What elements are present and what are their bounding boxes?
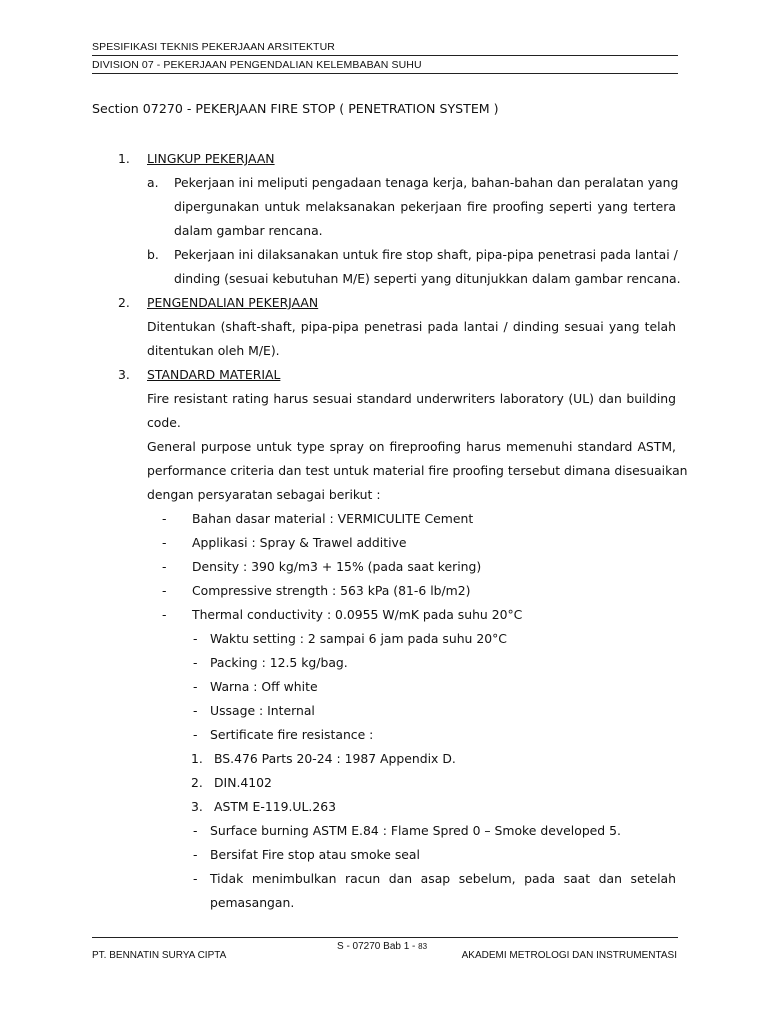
section-title: Section 07270 - PEKERJAAN FIRE STOP ( PENETRATION SYSTEM ) <box>92 101 499 116</box>
sub-list-marker: 2. <box>191 775 203 790</box>
sub-list-item: Warna : Off white <box>210 679 318 694</box>
section-3-paragraph-line: Fire resistant rating harus sesuai standard underwriters laboratory (UL) dan building <box>147 391 676 406</box>
list-item: Density : 390 kg/m3 + 15% (pada saat kering) <box>192 559 482 574</box>
footer-company: PT. BENNATIN SURYA CIPTA <box>92 950 227 961</box>
section-2-line: Ditentukan (shaft-shaft, pipa-pipa penetrasi pada lantai / dinding sesuai yang telah <box>147 319 676 334</box>
header-title: SPESIFIKASI TEKNIS PEKERJAAN ARSITEKTUR <box>92 41 335 53</box>
sub-list-item: Surface burning ASTM E.84 : Flame Spred 0 – Smoke developed 5. <box>210 823 621 838</box>
section-1-number: 1. <box>118 151 130 166</box>
sub-list-marker: - <box>193 847 198 862</box>
section-3-heading: STANDARD MATERIAL <box>147 367 281 382</box>
page-number-label <box>337 941 427 952</box>
item-a-marker: a. <box>147 175 159 190</box>
list-item: Bahan dasar material : VERMICULITE Cement <box>192 511 474 526</box>
section-2-line: ditentukan oleh M/E). <box>147 343 280 358</box>
item-a-line: dalam gambar rencana. <box>174 223 323 238</box>
sub-list-item: Packing : 12.5 kg/bag. <box>210 655 348 670</box>
item-b-line: Pekerjaan ini dilaksanakan untuk fire stop shaft, pipa-pipa penetrasi pada lantai / <box>174 247 678 262</box>
sub-list-item: Waktu setting : 2 sampai 6 jam pada suhu 20°C <box>210 631 507 646</box>
item-a-line: Pekerjaan ini meliputi pengadaan tenaga kerja, bahan-bahan dan peralatan yang <box>174 175 679 190</box>
header-divider-2 <box>92 73 678 74</box>
sub-list-item: Bersifat Fire stop atau smoke seal <box>210 847 420 862</box>
item-a-line: dipergunakan untuk melaksanakan pekerjaan fire proofing seperti yang tertera <box>174 199 676 214</box>
item-b-line: dinding (sesuai kebutuhan M/E) seperti yang ditunjukkan dalam gambar rencana. <box>174 271 681 286</box>
sub-list-marker: - <box>193 679 198 694</box>
list-dash: - <box>162 559 167 574</box>
sub-list-marker: - <box>193 631 198 646</box>
list-dash: - <box>162 535 167 550</box>
footer-divider <box>92 937 678 938</box>
sub-list-item: pemasangan. <box>210 895 295 910</box>
list-dash: - <box>162 511 167 526</box>
header-division: DIVISION 07 - PEKERJAAN PENGENDALIAN KELEMBABAN SUHU <box>92 59 422 71</box>
list-item: Compressive strength : 563 kPa (81-6 lb/m2) <box>192 583 471 598</box>
sub-list-item: Tidak menimbulkan racun dan asap sebelum, pada saat dan setelah <box>210 871 676 886</box>
sub-list-marker: 1. <box>191 751 203 766</box>
header-divider <box>92 55 678 56</box>
sub-list-item: DIN.4102 <box>214 775 272 790</box>
list-item: Thermal conductivity : 0.0955 W/mK pada suhu 20°C <box>192 607 523 622</box>
section-2-number: 2. <box>118 295 130 310</box>
section-3-paragraph-line: code. <box>147 415 181 430</box>
section-3-number: 3. <box>118 367 130 382</box>
sub-list-marker: - <box>193 727 198 742</box>
page-label: S - 07270 Bab 1 - <box>337 941 416 952</box>
section-3-paragraph-line: performance criteria dan test untuk material fire proofing tersebut dimana disesuaikan <box>147 463 688 478</box>
sub-list-item: ASTM E-119.UL.263 <box>214 799 336 814</box>
sub-list-marker: - <box>193 655 198 670</box>
sub-list-marker: 3. <box>191 799 203 814</box>
list-item: Applikasi : Spray & Trawel additive <box>192 535 407 550</box>
sub-list-item: BS.476 Parts 20-24 : 1987 Appendix D. <box>214 751 456 766</box>
item-b-marker: b. <box>147 247 159 262</box>
sub-list-marker: - <box>193 823 198 838</box>
page-number: 83 <box>418 942 428 951</box>
section-3-paragraph-line: dengan persyaratan sebagai berikut : <box>147 487 381 502</box>
sub-list-marker: - <box>193 703 198 718</box>
sub-list-marker: - <box>193 871 198 886</box>
section-3-paragraph-line: General purpose untuk type spray on fireproofing harus memenuhi standard ASTM, <box>147 439 676 454</box>
sub-list-item: Sertificate fire resistance : <box>210 727 374 742</box>
footer-institution: AKADEMI METROLOGI DAN INSTRUMENTASI <box>461 950 677 961</box>
section-2-heading: PENGENDALIAN PEKERJAAN <box>147 295 319 310</box>
list-dash: - <box>162 607 167 622</box>
section-1-heading: LINGKUP PEKERJAAN <box>147 151 275 166</box>
sub-list-item: Ussage : Internal <box>210 703 315 718</box>
list-dash: - <box>162 583 167 598</box>
